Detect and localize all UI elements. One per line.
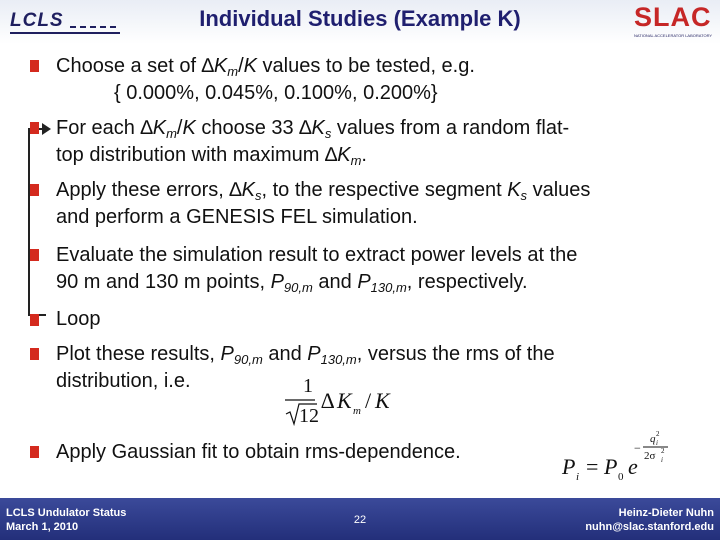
bullet-6-line-1: Plot these results, $P_{90,m}$ and $P_{130,m}$, versus the rms of the xyxy=(56,343,555,367)
formula-delta: ∆ xyxy=(321,388,335,413)
formula2-exp-num-sub: i xyxy=(656,439,658,447)
bullet-square-icon xyxy=(30,446,39,458)
formula-numerator: 1 xyxy=(303,375,313,397)
footer xyxy=(0,498,720,540)
bullet-4-line-2: 90 m and 130 m points, $P_{90,m}$ and $P_{130,m}$, respectively. xyxy=(56,271,528,295)
formula2-exp-den: 2σ xyxy=(644,450,656,462)
formula2-exp-den-sup: 2 xyxy=(661,447,665,455)
bullet-square-icon xyxy=(30,348,39,360)
bullet-1-line-1: Choose a set of $\Delta K_m/K$ values to be tested, e.g. xyxy=(56,55,475,79)
bullet-3-line-2: and perform a GENESIS FEL simulation. xyxy=(56,206,418,228)
bullet-square-icon xyxy=(30,184,39,196)
page-number: 22 xyxy=(353,514,367,526)
slac-logo-text: SLAC xyxy=(634,2,712,32)
formula-sub: m xyxy=(353,405,361,417)
formula-den: K xyxy=(375,388,390,413)
formula-slash: / xyxy=(365,388,372,413)
footer-left xyxy=(6,506,126,534)
loop-bracket xyxy=(28,128,46,316)
loop-arrow-icon xyxy=(42,123,51,135)
lcls-logo-dash xyxy=(70,26,116,28)
slide-title xyxy=(120,6,600,32)
bullet-3-line-1: Apply these errors, $\Delta K_s$, to the respective segment $K_s$ values xyxy=(56,179,591,203)
header xyxy=(0,0,720,44)
slac-logo xyxy=(634,4,716,40)
formula2-exp-den-sub: i xyxy=(661,456,663,464)
bullet-5-line-1: Loop xyxy=(56,308,101,330)
formula-var: K xyxy=(337,388,352,413)
formula2-eq: = xyxy=(586,454,599,479)
formula2-lhs: P xyxy=(562,454,576,479)
gaussian-formula xyxy=(560,428,680,488)
formula2-rhs: P xyxy=(604,454,618,479)
lcls-logo-line xyxy=(10,32,120,34)
formula2-exp-num-sup: 2 xyxy=(656,430,660,438)
footer-date: March 1, 2010 xyxy=(6,521,79,533)
footer-right xyxy=(585,506,714,534)
formula2-exp-minus: − xyxy=(634,441,641,455)
formula2-exp-num: q xyxy=(650,433,656,445)
lcls-logo xyxy=(10,10,120,36)
bullet-1-line-2: { 0.000%, 0.045%, 0.100%, 0.200%} xyxy=(114,82,438,104)
bullet-7-line-1: Apply Gaussian fit to obtain rms-dependence. xyxy=(56,441,461,463)
bullet-square-icon xyxy=(30,314,39,326)
slac-logo-subtext: NATIONAL ACCELERATOR LABORATORY xyxy=(634,33,713,38)
bullet-2-line-1: For each $\Delta K_m/K$ choose 33 $\Delta K_s$ values from a random flat- xyxy=(56,117,570,141)
formula2-rhs-sub: 0 xyxy=(618,471,624,483)
footer-author: Heinz-Dieter Nuhn xyxy=(618,507,714,519)
lcls-logo-text: LCLS xyxy=(10,10,64,31)
bullet-4-line-1: Evaluate the simulation result to extract power levels at the xyxy=(56,244,578,266)
bullet-2-line-2: top distribution with maximum $\Delta K_m$. xyxy=(56,144,367,168)
footer-presentation-title: LCLS Undulator Status xyxy=(6,507,127,519)
formula-radicand: 12 xyxy=(299,405,319,427)
rms-formula xyxy=(283,372,423,428)
formula2-exp-base: e xyxy=(628,454,638,479)
formula2-lhs-sub: i xyxy=(576,471,580,483)
bullet-square-icon xyxy=(30,122,39,134)
footer-email: nuhn@slac.stanford.edu xyxy=(585,521,714,533)
bullet-6-line-2: distribution, i.e. xyxy=(56,370,191,392)
bullet-square-icon xyxy=(30,249,39,261)
bullet-square-icon xyxy=(30,60,39,72)
slide-title-text: Individual Studies (Example K) xyxy=(199,6,521,31)
